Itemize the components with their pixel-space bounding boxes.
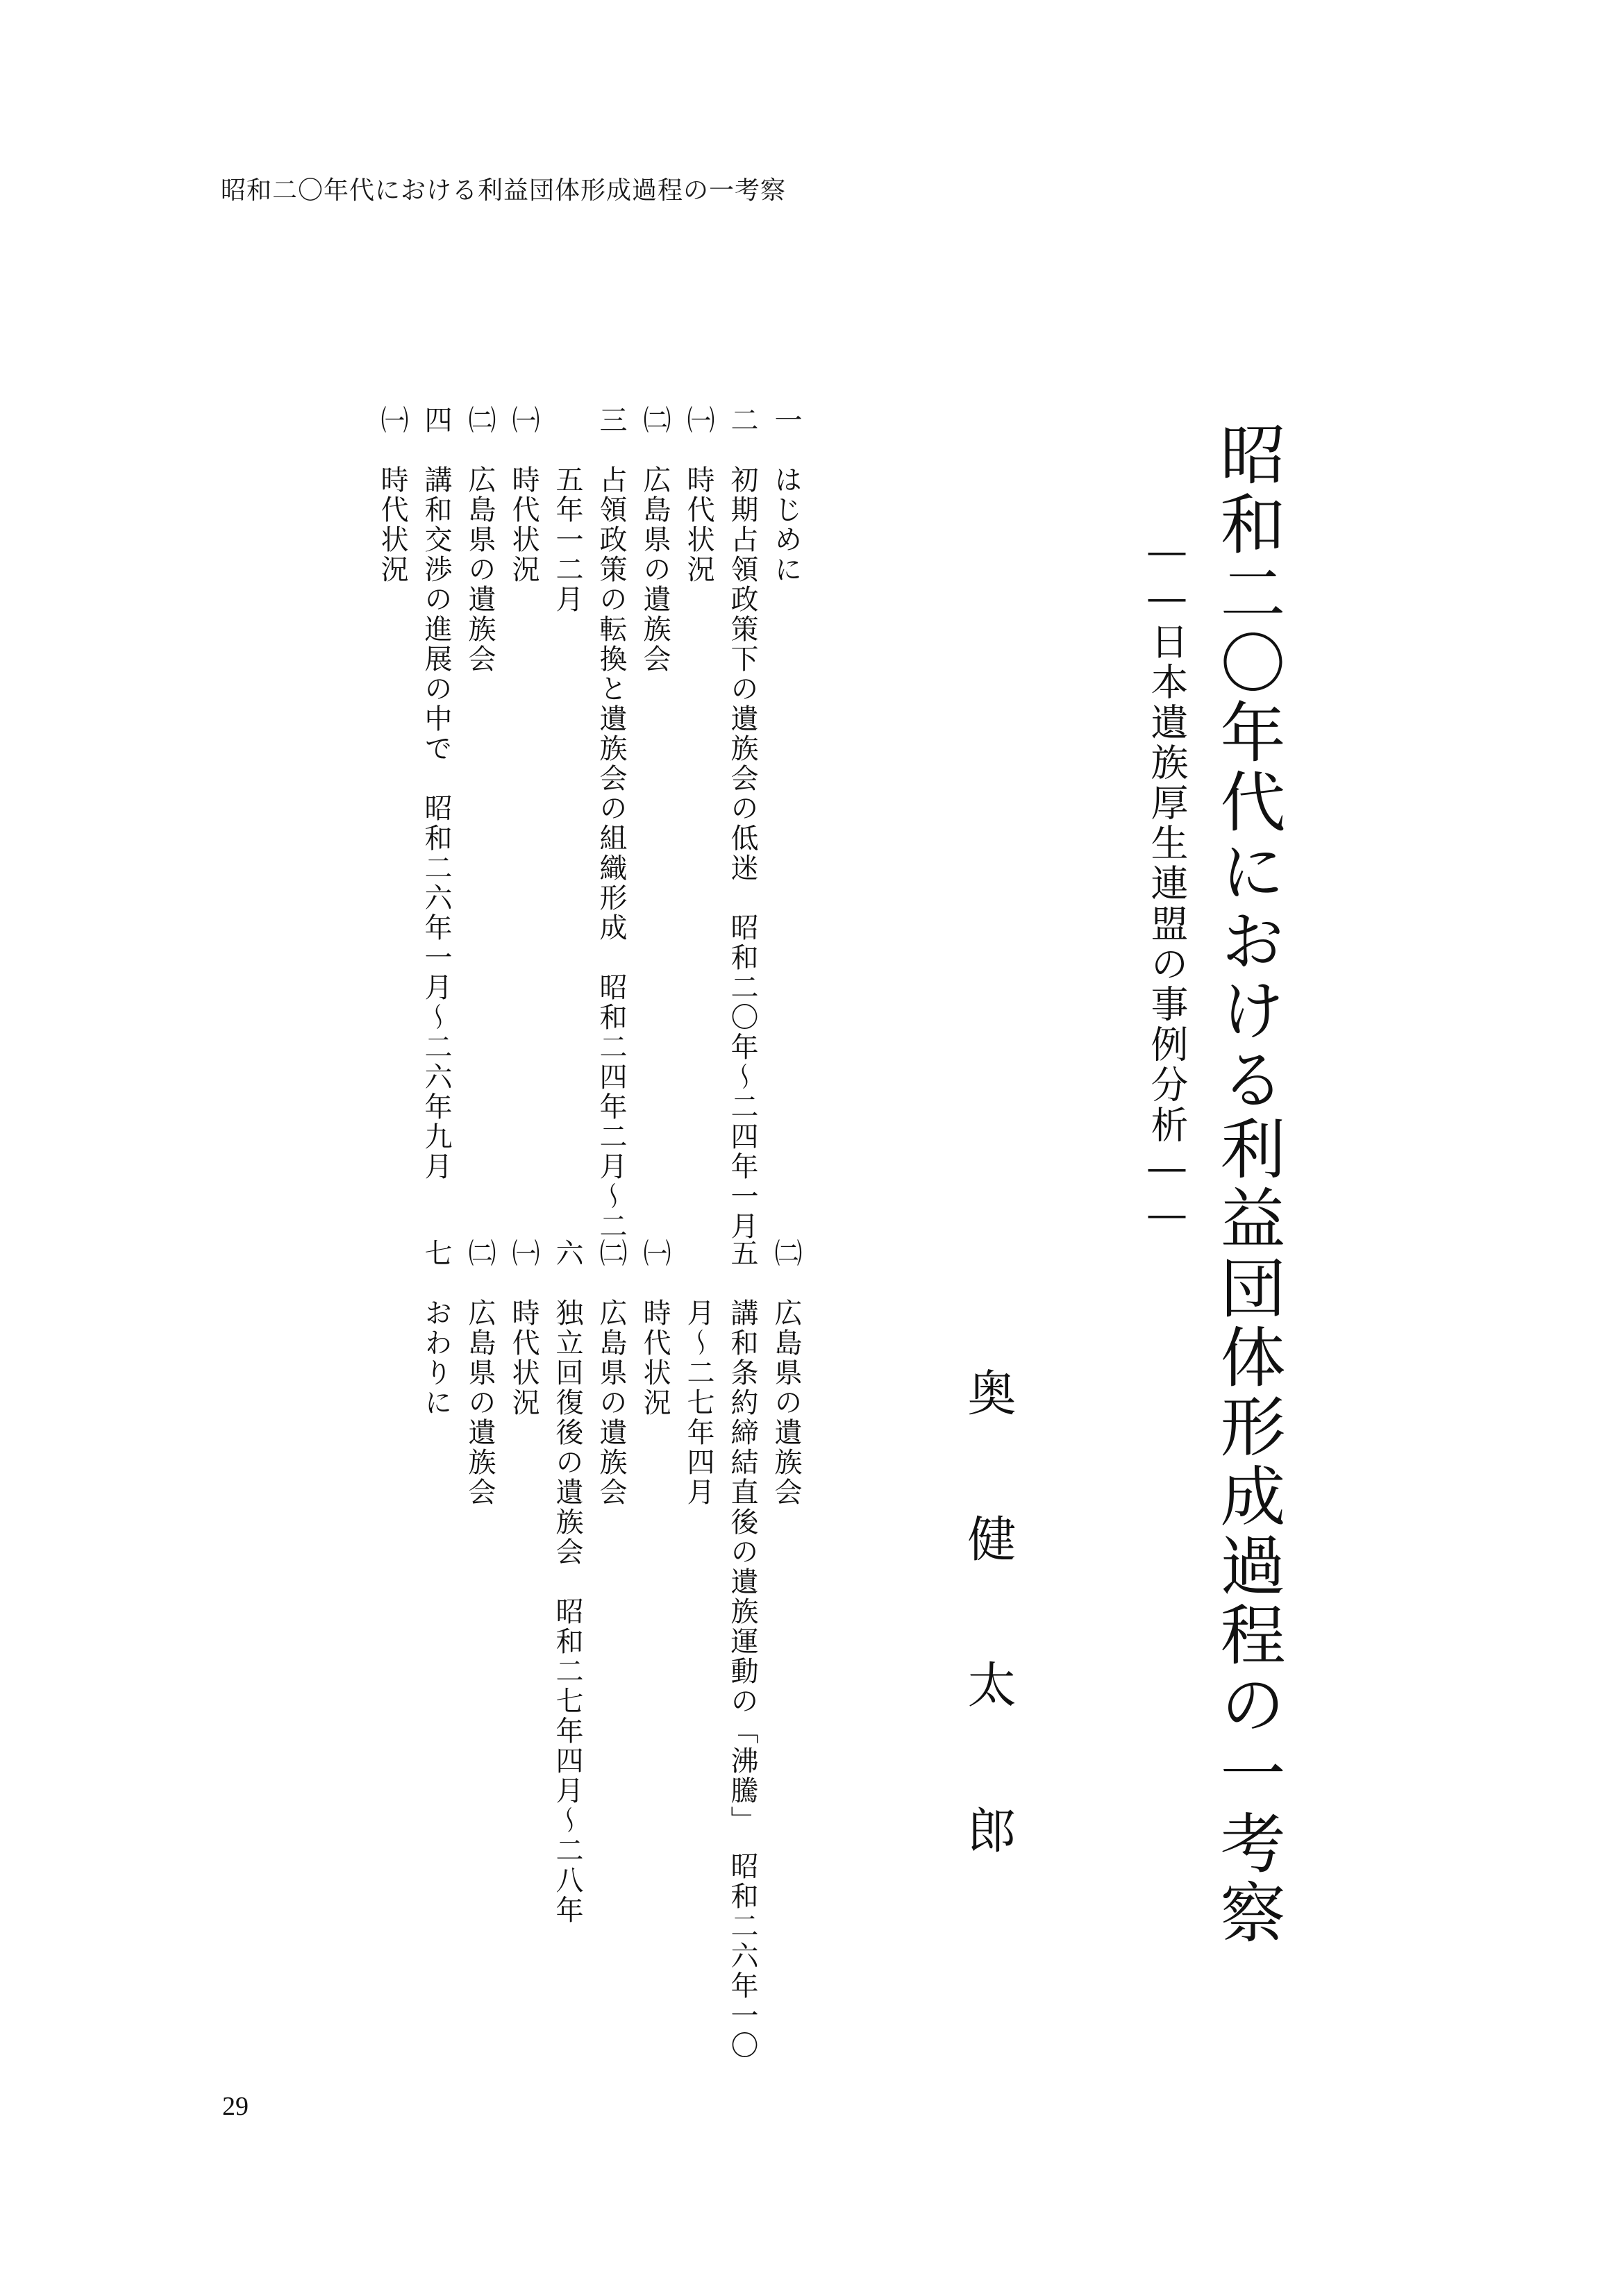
toc-entry: [362, 405, 406, 1280]
toc-text: 広島県の遺族会: [639, 465, 671, 674]
toc-text: おわりに: [420, 1298, 452, 1418]
toc-entry: [406, 405, 450, 1280]
article-title: 昭和二〇年代における利益団体形成過程の一考察: [1209, 421, 1285, 1948]
toc-number: ㈡: [595, 1239, 627, 1268]
toc-text: 時代状況: [376, 465, 408, 585]
running-head: 昭和二〇年代における利益団体形成過程の一考察: [221, 176, 787, 205]
toc-text: 時代状況: [508, 1298, 540, 1418]
toc-entry: [581, 405, 625, 1280]
toc-number: 五: [726, 1239, 758, 1268]
toc-text: 初期占領政策下の遺族会の低迷 昭和二〇年～二四年一月: [726, 465, 758, 1241]
toc-number: 三: [595, 405, 627, 435]
toc-entry: [712, 405, 756, 1280]
toc-number: ㈡: [639, 405, 671, 435]
toc-number: 六: [551, 1239, 583, 1268]
table-of-contents-part-1: [362, 405, 800, 1280]
toc-text: 五年一二月: [551, 465, 583, 614]
toc-entry: [581, 1239, 625, 1863]
toc-number: 二: [726, 405, 758, 435]
toc-number: ㈠: [639, 1239, 671, 1268]
toc-text: 講和条約締結直後の遺族運動の「沸騰」 昭和二六年一〇: [726, 1298, 758, 2061]
toc-entry: [756, 1239, 800, 1863]
toc-number: ㈡: [770, 1239, 802, 1268]
toc-text: 独立回復後の遺族会 昭和二七年四月～二八年: [551, 1298, 583, 1925]
toc-text: 広島県の遺族会: [464, 465, 496, 674]
toc-text: 広島県の遺族会: [464, 1298, 496, 1507]
toc-text: 講和交渉の進展の中で 昭和二六年一月～二六年九月: [420, 465, 452, 1182]
toc-text: 時代状況: [683, 465, 714, 585]
toc-text: 時代状況: [508, 465, 540, 585]
toc-entry: [712, 1239, 758, 2061]
toc-text: 占領政策の転換と遺族会の組織形成 昭和二四年二月～二: [595, 465, 627, 1241]
toc-entry: [406, 1239, 450, 1863]
toc-entry: [450, 1239, 494, 1863]
toc-text: はじめに: [770, 465, 802, 585]
toc-number: 四: [420, 405, 452, 435]
toc-entry-continuation: [669, 1239, 712, 1863]
toc-number: 七: [420, 1239, 452, 1268]
toc-number: ㈠: [508, 1239, 540, 1268]
toc-entry: [756, 405, 800, 1280]
toc-entry: [450, 405, 494, 1280]
toc-number: ㈡: [464, 1239, 496, 1268]
toc-number: ㈠: [508, 405, 540, 435]
table-of-contents-part-2: [406, 1239, 802, 2061]
toc-number: ㈡: [464, 405, 496, 435]
toc-entry-continuation: [537, 405, 581, 1280]
toc-entry: [537, 1239, 583, 1925]
article-subtitle: ――日本遺族厚生連盟の事例分析――: [1145, 529, 1189, 1239]
toc-number: 一: [770, 405, 802, 435]
toc-text: 月～二七年四月: [683, 1298, 714, 1507]
toc-number: ㈠: [376, 405, 408, 435]
author-name: 奥健太郎: [960, 1368, 1017, 1951]
page-number: 29: [222, 2092, 249, 2121]
toc-text: 時代状況: [639, 1298, 671, 1418]
toc-number: ㈠: [683, 405, 714, 435]
toc-entry: [625, 1239, 669, 1863]
toc-entry: [669, 405, 712, 1280]
toc-text: 広島県の遺族会: [595, 1298, 627, 1507]
toc-entry: [625, 405, 669, 1280]
toc-text: 広島県の遺族会: [770, 1298, 802, 1507]
toc-entry: [494, 1239, 540, 1863]
toc-entry: [494, 405, 540, 1280]
